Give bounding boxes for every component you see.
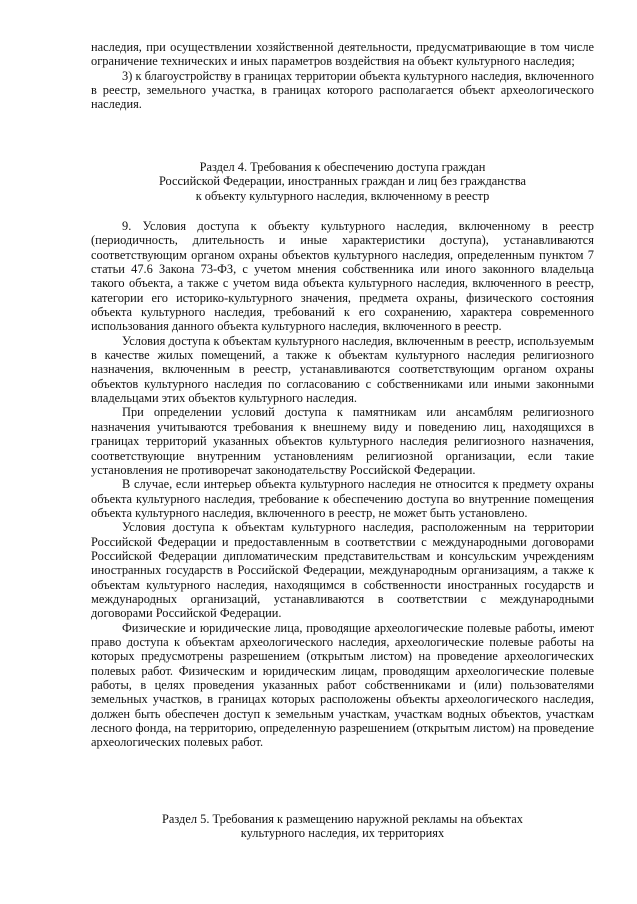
body-paragraph: 9. Условия доступа к объекту культурного наследия, включенному в реестр (периодичность, длительность и иные характеристики доступа), устанавливаются соответствующим органом охраны объектов культурного наследия, определенным пунктом 7 статьи 47.6 Закона 73-ФЗ, с учетом мнения собственника или иного законного владельца такого объекта, а также с учетом вида объекта культурного наследия, включенного в реестр, категории его историко-культурного значения, предмета охраны, физического состояния объекта культурного наследия, требований к его сохранению, характера современного использования данного объекта культурного наследия, включенного в реестр. bbox=[91, 219, 594, 334]
section-4-body bbox=[91, 219, 594, 750]
section-5-heading-line: культурного наследия, их территориях bbox=[240, 826, 445, 841]
section-4-heading bbox=[91, 160, 594, 203]
top-text-block bbox=[91, 40, 594, 112]
section-4-heading-line: Раздел 4. Требования к обеспечению доступа граждан bbox=[199, 160, 486, 174]
section-5-heading-line: Раздел 5. Требования к размещению наружной рекламы на объектах bbox=[161, 812, 523, 826]
section-5-heading bbox=[91, 812, 594, 841]
body-paragraph: Физические и юридические лица, проводящие археологические полевые работы, имеют право доступа к объектам археологического наследия, археологические полевые работы на которых предусмотрены разрешением (открытым листом) на проведение археологических полевых работ. Физическим и юридическим лицам, проводящим археологические полевые работы, в целях проведения указанных работ собственниками и (или) пользователями земельных участков, в границах которых расположены объекты археологического наследия, должен быть обеспечен доступ к земельным участкам, участкам водных объектов, участкам лесного фонда, на территорию, определенную разрешением (открытым листом) на проведение археологических полевых работ. bbox=[91, 620, 594, 750]
section-4-heading-line: Российской Федерации, иностранных граждан и лиц без гражданства bbox=[158, 174, 527, 189]
item-3-paragraph: 3) к благоустройству в границах территории объекта культурного наследия, включенного в реестр, земельного участка, в границах которого располагается объект археологического наследия. bbox=[91, 68, 594, 112]
body-paragraph: При определении условий доступа к памятникам или ансамблям религиозного назначения учитываются требования к внешнему виду и поведению лиц, находящихся в границах территорий указанных объектов культурного наследия религиозного назначения, соответствующие внутренним установлениям религиозной организации, если такие установления не противоречат законодательству Российской Федерации. bbox=[91, 405, 594, 477]
body-paragraph: Условия доступа к объектам культурного наследия, расположенным на территории Российской Федерации и предоставленным в соответствии с международными договорами Российской Федерации дипломатическим представительствам и консульским учреждениям иностранных государств в Российской Федерации, международным организациям, а также к объектам культурного наследия, находящимся в собственности иностранных государств и международных организаций, устанавливаются в соответствии с международными договорами Российской Федерации. bbox=[91, 520, 594, 621]
section-4-heading-line: к объекту культурного наследия, включенному в реестр bbox=[195, 188, 490, 203]
body-paragraph: Условия доступа к объектам культурного наследия, включенным в реестр, используемым в качестве жилых помещений, а также к объектам культурного наследия религиозного назначения, включенным в реестр, устанавливаются соответствующим органом охраны объектов культурного наследия по согласованию с собственниками или иными законными владельцами этих объектов культурного наследия. bbox=[91, 333, 594, 406]
top-continuation-paragraph: наследия, при осуществлении хозяйственной деятельности, предусматривающие в том числе ограничение технических и иных параметров воздействия на объект культурного наследия; bbox=[91, 40, 594, 69]
body-paragraph: В случае, если интерьер объекта культурного наследия не относится к предмету охраны объекта культурного наследия, требование к обеспечению доступа во внутренние помещения объекта культурного наследия, включенного в реестр, не может быть установлено. bbox=[91, 477, 594, 520]
